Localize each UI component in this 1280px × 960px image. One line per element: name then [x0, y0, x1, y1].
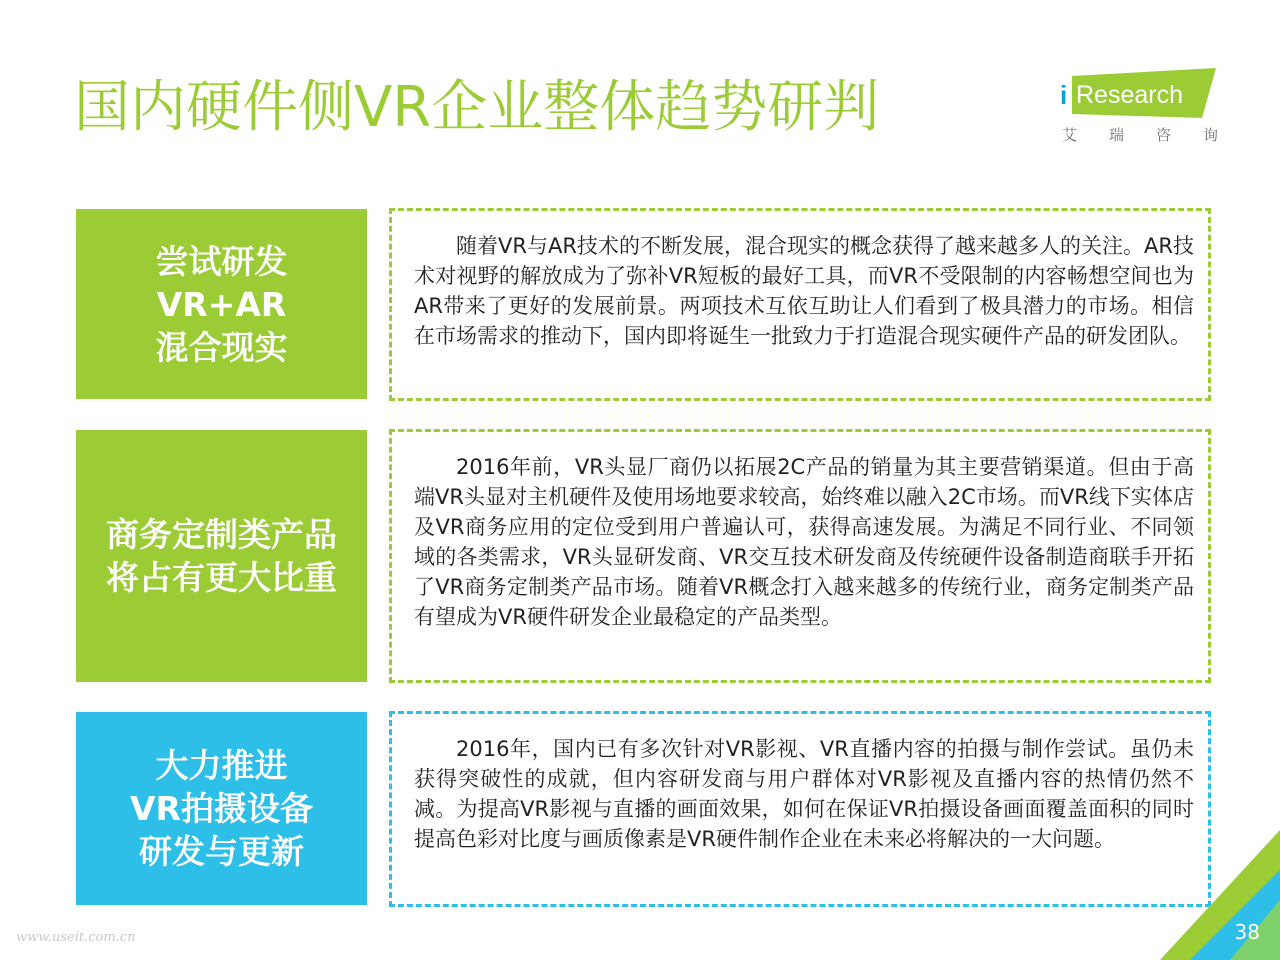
- logo-sub-char: 艾: [1062, 126, 1078, 144]
- section-text-business-custom: 2016年前，VR头显厂商仍以拓展2C产品的销量为其主要营销渠道。但由于高端VR头显对主机硬件及使用场地要求较高，始终难以融入2C市场。而VR线下实体店及VR商务应用的定位受到用户普遍认可，获得高速发展。为满足不同行业、不同领域的各类需求，VR头显研发商、VR交互技术研发商及传统硬件设备制造商联手开拓了VR商务定制类产品市场。随着VR概念打入越来越多的传统行业，商务定制类产品有望成为VR硬件研发企业最稳定的产品类型。: [389, 429, 1211, 683]
- label-line: 大力推进: [155, 746, 288, 785]
- section-label-vr-capture: [76, 712, 367, 905]
- logo-i-mark: i: [1060, 80, 1068, 110]
- section-text-mixed-reality: 随着VR与AR技术的不断发展，混合现实的概念获得了越来越多人的关注。AR技术对视野的解放成为了弥补VR短板的最好工具，而VR不受限制的内容畅想空间也为AR带来了更好的发展前景。两项技术互依互助让人们看到了极具潜力的市场。相信在市场需求的推动下，国内即将诞生一批致力于打造混合现实硬件产品的研发团队。: [389, 208, 1211, 401]
- logo-wordmark: Research: [1076, 81, 1183, 109]
- section-label-mixed-reality: [76, 209, 367, 399]
- watermark: www.useit.com.cn: [16, 930, 136, 945]
- label-line: 混合现实: [155, 327, 288, 367]
- label-line: 尝试研发: [155, 241, 288, 281]
- label-line: 研发与更新: [139, 832, 304, 871]
- logo-sub-char: 瑞: [1108, 126, 1124, 144]
- section-label-business-custom: [76, 430, 367, 682]
- iresearch-logo: [1058, 68, 1218, 148]
- label-line: 将占有更大比重: [106, 558, 337, 597]
- logo-subtitle: [1062, 126, 1218, 144]
- logo-sub-char: 咨: [1155, 126, 1171, 144]
- page-title: 国内硬件侧VR企业整体趋势研判: [74, 75, 880, 140]
- logo-sub-char: 询: [1202, 126, 1218, 144]
- page-number: 38: [1234, 920, 1260, 944]
- label-line: VR+AR: [156, 284, 287, 324]
- label-line: VR拍摄设备: [130, 789, 313, 828]
- section-text-vr-capture: 2016年，国内已有多次针对VR影视、VR直播内容的拍摄与制作尝试。虽仍未获得突破性的成就，但内容研发商与用户群体对VR影视及直播内容的热情仍然不减。为提高VR影视与直播的画面效果，如何在保证VR拍摄设备画面覆盖面积的同时提高色彩对比度与画质像素是VR硬件制作企业在未来必将解决的一大问题。: [389, 711, 1211, 907]
- label-line: 商务定制类产品: [106, 515, 337, 554]
- corner-triangles-decoration: [1160, 830, 1280, 960]
